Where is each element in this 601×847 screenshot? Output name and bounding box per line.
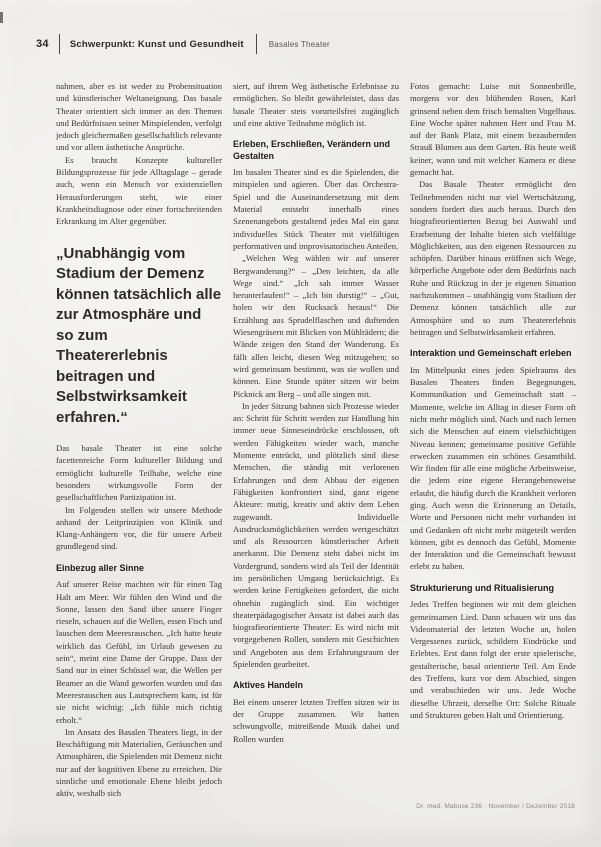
body-paragraph: Im Ansatz des Basalen Theaters liegt, in der Beschäftigung mit Materialien, Geräuschen und Atmosphären, die Spielenden mit Demenz nicht nur auf der kognitiven Ebene zu erreichen. Die sinnliche und emotionale Ebene bleibt jedoch aktiv, weshalb sich xyxy=(56,726,222,799)
header-divider xyxy=(256,34,257,54)
pull-quote: „Unabhängig vom Stadium der Demenz können tatsächlich alle zur Atmosphäre und so zum Theatererlebnis beitragen und Selbstwirksamkeit erfahren.“ xyxy=(56,244,222,426)
body-paragraph: siert, auf ihrem Weg ästhetische Erlebnisse zu ermöglichen. So bleibt gewährleistet, dass das basale Theater stets vorurteilsfrei zugänglich und eine aktive Teilnahme möglich ist. xyxy=(233,81,399,128)
journal-footer: Dr. med. Mabuse 236 · November / Dezember 2018 xyxy=(416,803,575,810)
column-right xyxy=(410,80,576,800)
page-header xyxy=(36,34,571,54)
body-paragraph: In jeder Sitzung bahnen sich Prozesse wieder an: Schritt für Schritt werden zur Handlung hin immer neue Sinneseindrücke erschlossen, oft werden Fähigkeiten wieder wach, manche Momente entrückt, und plötzlich sind diese Menschen, die ständig mit verlorenen Erfahrungen und dem Abbau der eigenen Fähigkeiten konfrontiert sind, ganz eigene Akteure: mutig, kreativ und aktiv dem Leben zugewandt. Individuelle Ausdrucksmöglichkeiten werden wertgeschätzt und als Ressourcen künstlerischer Arbeit anerkannt. Die Demenz steht dabei nicht im Vordergrund, sondern wird als Teil der Identität im persönlichen Umgang berücksichtigt. Es werden keine Fertigkeiten gefordert, die nicht ohnehin zugänglich sind. Ein wichtiger theaterpädagogischer Ansatz ist dabei auch das biografieorientierte Theater: Es wird nicht mit vorgegebenen Rollen, sondern mit Geschichten und Angeboten aus dem Erfahrungsraum der Spielenden gearbeitet. xyxy=(233,400,399,670)
subheading-einbezug-aller-sinne: Einbezug aller Sinne xyxy=(56,562,145,573)
subheading-strukturierung-ritualisierung: Strukturierung und Ritualisierung xyxy=(410,582,555,593)
subheading-aktives-handeln: Aktives Handeln xyxy=(233,680,304,691)
section-title: Schwerpunkt: Kunst und Gesundheit xyxy=(69,38,244,50)
column-middle xyxy=(233,80,399,800)
body-paragraph: „Welchen Weg wählen wir auf unserer Bergwanderung?“ – „Den leichten, da alle Wege sind.“ „Ich sah immer Wasser herunterlaufen!“ – „Ich bin durstig!“ – „Gut, holen wir den Rucksack heraus!“ Die Erzählung aus Sprudelflaschen und duftenden Wiesengräsern mit Blicken von Mühlrädern; die Wände zeigen den Stand der Wanderung. Es fällt allen leicht, diesen Weg mitzugehen; so wird gemeinsam bestimmt, was sie wollen und können. Eine Stunde später sitzen wir beim Picknick am Berg – und alle singen mit. xyxy=(233,253,399,399)
body-paragraph: Auf unserer Reise machten wir für einen Tag Halt am Meer. Wir fühlen den Wind und die Sonne, lassen den Sand über unsere Finger rieseln, schauen auf die Wellen, essen Fisch und lauschen dem Meeresrauschen. „Ich hatte heute wirklich das Gefühl, im Urlaub gewesen zu sein“, meint eine Dame der Gruppe. Dass der Sand nur in einer Schüssel war, die Wellen per Beamer an die Wand geworfen wurden und das Meeresrauschen aus Lautsprechern kam, ist für sie nicht wichtig: „Ich fühle mich richtig erholt.“ xyxy=(56,579,222,725)
article-body xyxy=(56,80,576,800)
body-paragraph: nahmen, aber es ist weder zu Probensituation und künstlerischer Weltaneignung. Das basale Theater orientiert sich immer an den Themen und Bedürfnissen seiner Mitspielenden, verfolgt jedoch gleichermaßen gesellschaftlich relevante und vor allem ästhetische Ansprüche. xyxy=(56,81,222,153)
article-title: Basales Theater xyxy=(268,39,330,49)
body-paragraph: Fotos gemacht: Luise mit Sonnenbrille, morgens vor den blühenden Rosen, Karl grinsend neben dem frisch bemalten Vogelhaus. Eine Woche später nahmen Herr und Frau M. auf der Bank Platz, mit einem bezaubernden Strauß Blumen aus dem Garten. Bis heute weiß keiner, wann und mit welcher Kamera er diese gemacht hat. xyxy=(410,81,576,178)
body-paragraph: Das Basale Theater ermöglicht den Teilnehmenden nicht nur viel Wertschätzung, sondern fordert dies auch heraus. Durch den biografieorientierten Bezug bei Auswahl und Erarbeitung der Inhalte bieten sich vielfältige Möglichkeiten, aus den eigenen Ressourcen zu schöpfen. Darüber hinaus eröffnen sich Wege, körperliche Angebote oder dem Bedürfnis nach Ruhe und Rückzug in der je eigenen Situation nachzukommen – unabhängig vom Stadium der Demenz können tatsächlich alle zur Atmosphäre und so zum Theatererlebnis beitragen und Selbstwirksamkeit erfahren. xyxy=(410,179,576,337)
body-paragraph: Es braucht Konzepte kultureller Bildungsprozesse für jede Alltagslage – gerade auch, wenn ein Mensch vor existenziellen Herausforderungen steht, wie einer Krankheitsdiagnose oder einer fortschreitenden Erkrankung im Alter gegenüber. xyxy=(56,154,222,227)
body-paragraph: Im Mittelpunkt eines jeden Spielraums des Basalen Theaters finden Begegnungen, Kommunikation und Gemeinschaft statt – Momente, welche im Alltag in dieser Form oft nicht mehr möglich sind. Nach und nach lernen sich die Menschen auf einem vielschichtigen Niveau kennen; gemeinsame positive Gefühle erwecken zusammen ein schönes Gesamtbild. Wir finden für alle eine mögliche Arbeitsweise, die jedem eine eigene Herangehensweise erlaubt, die häufig durch die Krankheit verloren ging. Auch wenn die Erinnerung an Details, Worte und Personen nicht mehr vorhanden ist und Gedanken oft nicht mehr mitgeteilt werden können, gibt es dennoch das Gefühl, Momente der Interaktion und die Gemeinschaft bewusst erlebt zu haben. xyxy=(410,364,576,572)
subheading-interaktion-gemeinschaft: Interaktion und Gemeinschaft erleben xyxy=(410,348,572,359)
body-paragraph: Im basalen Theater sind es die Spielenden, die mitspielen und agieren. Über das Orchestra-Spiel und die Auseinandersetzung mit dem Material entsteht innerhalb eines Szenenangebots gestaltend jedes Mal ein ganz individuelles Stück Theater mit vielfältigen performativen und improvisatorischen Anteilen. xyxy=(233,167,399,251)
body-paragraph: Jedes Treffen beginnen wir mit dem gleichen gemeinsamen Lied. Dann schauen wir uns das Videomaterial der letzten Woche an, holen Vergessenes zurück, schildern Eindrücke und Erlebtes. Erst dann folgt der erste spielerische, gestalterische, basal orientierte Teil. Am Ende des Treffens, kurz vor dem Abschied, singen und verabschieden wir uns. Jede Woche dieselbe Uhrzeit, derselbe Ort: Solche Rituale und Strukturen geben Halt und Orientierung. xyxy=(410,599,576,720)
column-left xyxy=(56,80,222,800)
header-divider xyxy=(59,34,60,54)
page-number: 34 xyxy=(36,38,49,50)
body-paragraph: Bei einem unserer letzten Treffen sitzen wir in der Gruppe zusammen. Wir hatten schwungvolle, mitreißende Musik dabei und Rollen wurden xyxy=(233,696,399,744)
subheading-erleben-erschliessen: Erleben, Erschließen, Verändern und Gestalten xyxy=(233,139,391,161)
body-paragraph: Das basale Theater ist eine solche facettenreiche Form kultureller Bildung und ermöglicht kulturelle Teilhabe, welche eine besonders wirkungsvolle Form der gesellschaftlichen Partizipation ist. xyxy=(56,443,222,503)
body-paragraph: Im Folgenden stellen wir unsere Methode anhand der Leitprinzipien von Klinik und Klang-Anhängern vor, die für unsere Arbeit grundlegend sind. xyxy=(56,504,222,552)
scan-artifact xyxy=(0,12,3,23)
